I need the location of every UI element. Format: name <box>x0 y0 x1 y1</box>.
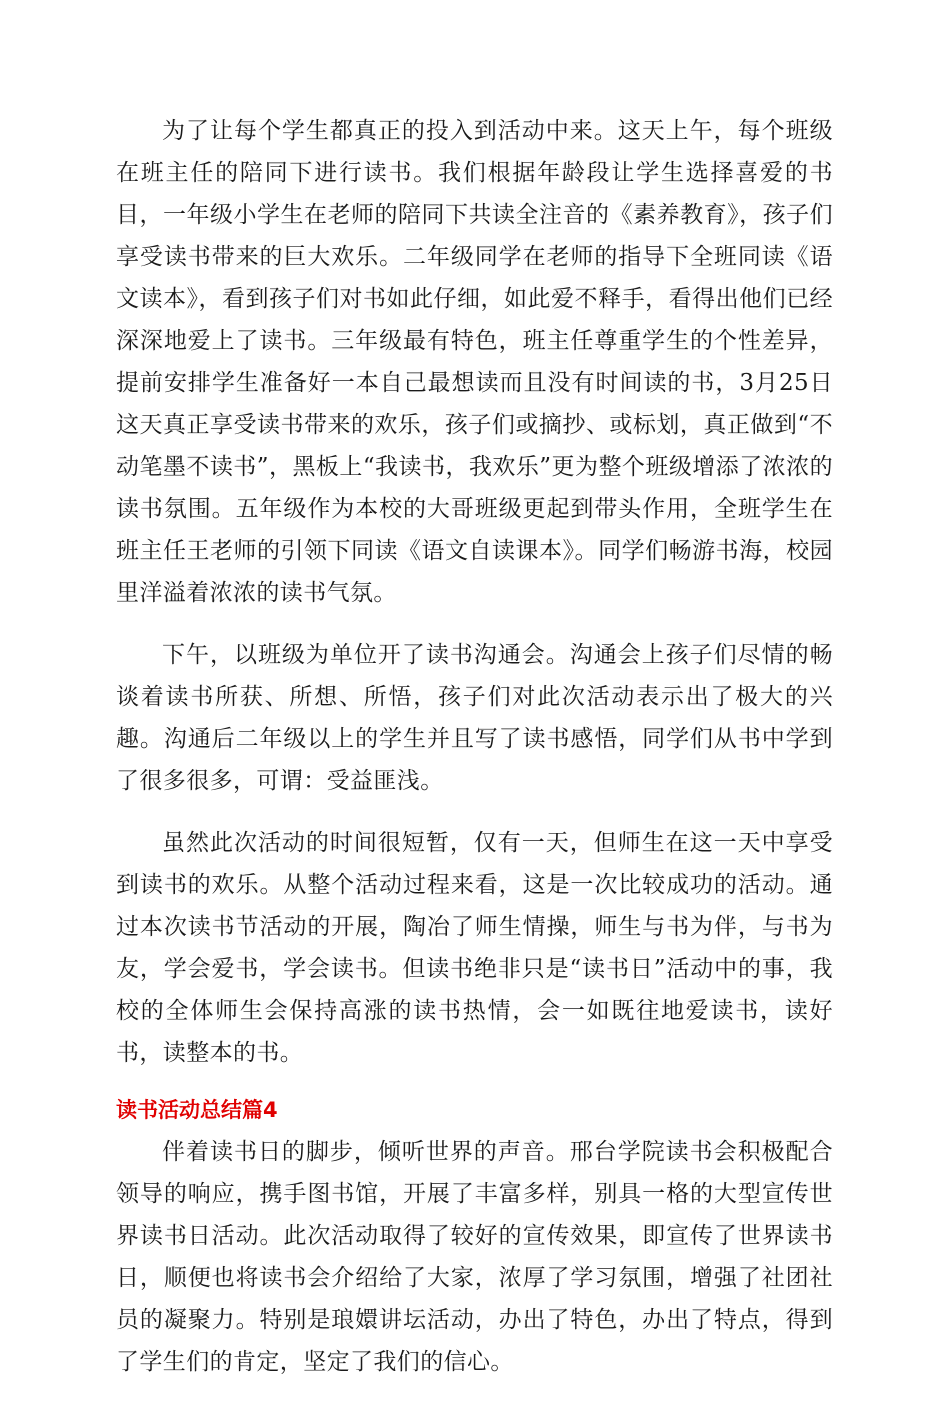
paragraph-reading-day: 伴着读书日的脚步，倾听世界的声音。邢台学院读书会积极配合领导的响应，携手图书馆，开展了丰富多样，别具一格的大型宣传世界读书日活动。此次活动取得了较好的宣传效果，即宣传了世界读书日，顺便也将读书会介绍给了大家，浓厚了学习氛围，增强了社团社员的凝聚力。特别是琅嬛讲坛活动，办出了特色，办出了特点，得到了学生们的肯定，坚定了我们的信心。 <box>116 1139 833 1375</box>
paragraph-morning-reading: 为了让每个学生都真正的投入到活动中来。这天上午，每个班级在班主任的陪同下进行读书。我们根据年龄段让学生选择喜爱的书目，一年级小学生在老师的陪同下共读全注音的《素养教育》，孩子们享受读书带来的巨大欢乐。二年级同学在老师的指导下全班同读《语文读本》，看到孩子们对书如此仔细，如此爱不释手，看得出他们已经深深地爱上了读书。三年级最有特色，班主任尊重学生的个性差异，提前安排学生准备好一本自己最想读而且没有时间读的书，3月25日这天真正享受读书带来的欢乐，孩子们或摘抄、或标划，真正做到“不动笔墨不读书”，黑板上“我读书，我欢乐”更为整个班级增添了浓浓的读书氛围。五年级作为本校的大哥班级更起到带头作用，全班学生在班主任王老师的引领下同读《语文自读课本》。同学们畅游书海，校园里洋溢着浓浓的读书气氛。 <box>116 118 833 606</box>
paragraph-conclusion: 虽然此次活动的时间很短暂，仅有一天，但师生在这一天中享受到读书的欢乐。从整个活动过程来看，这是一次比较成功的活动。通过本次读书节活动的开展，陶冶了师生情操，师生与书为伴，与书为友，学会爱书，学会读书。但读书绝非只是“读书日”活动中的事，我校的全体师生会保持高涨的读书热情，会一如既往地爱读书，读好书，读整本的书。 <box>116 830 833 1066</box>
document-body <box>116 110 833 1403</box>
paragraph-afternoon-meeting: 下午，以班级为单位开了读书沟通会。沟通会上孩子们尽情的畅谈着读书所获、所想、所悟，孩子们对此次活动表示出了极大的兴趣。沟通后二年级以上的学生并且写了读书感悟，同学们从书中学到了很多很多，可谓：受益匪浅。 <box>116 642 833 794</box>
section-heading: 读书活动总结篇4 <box>116 1098 278 1122</box>
